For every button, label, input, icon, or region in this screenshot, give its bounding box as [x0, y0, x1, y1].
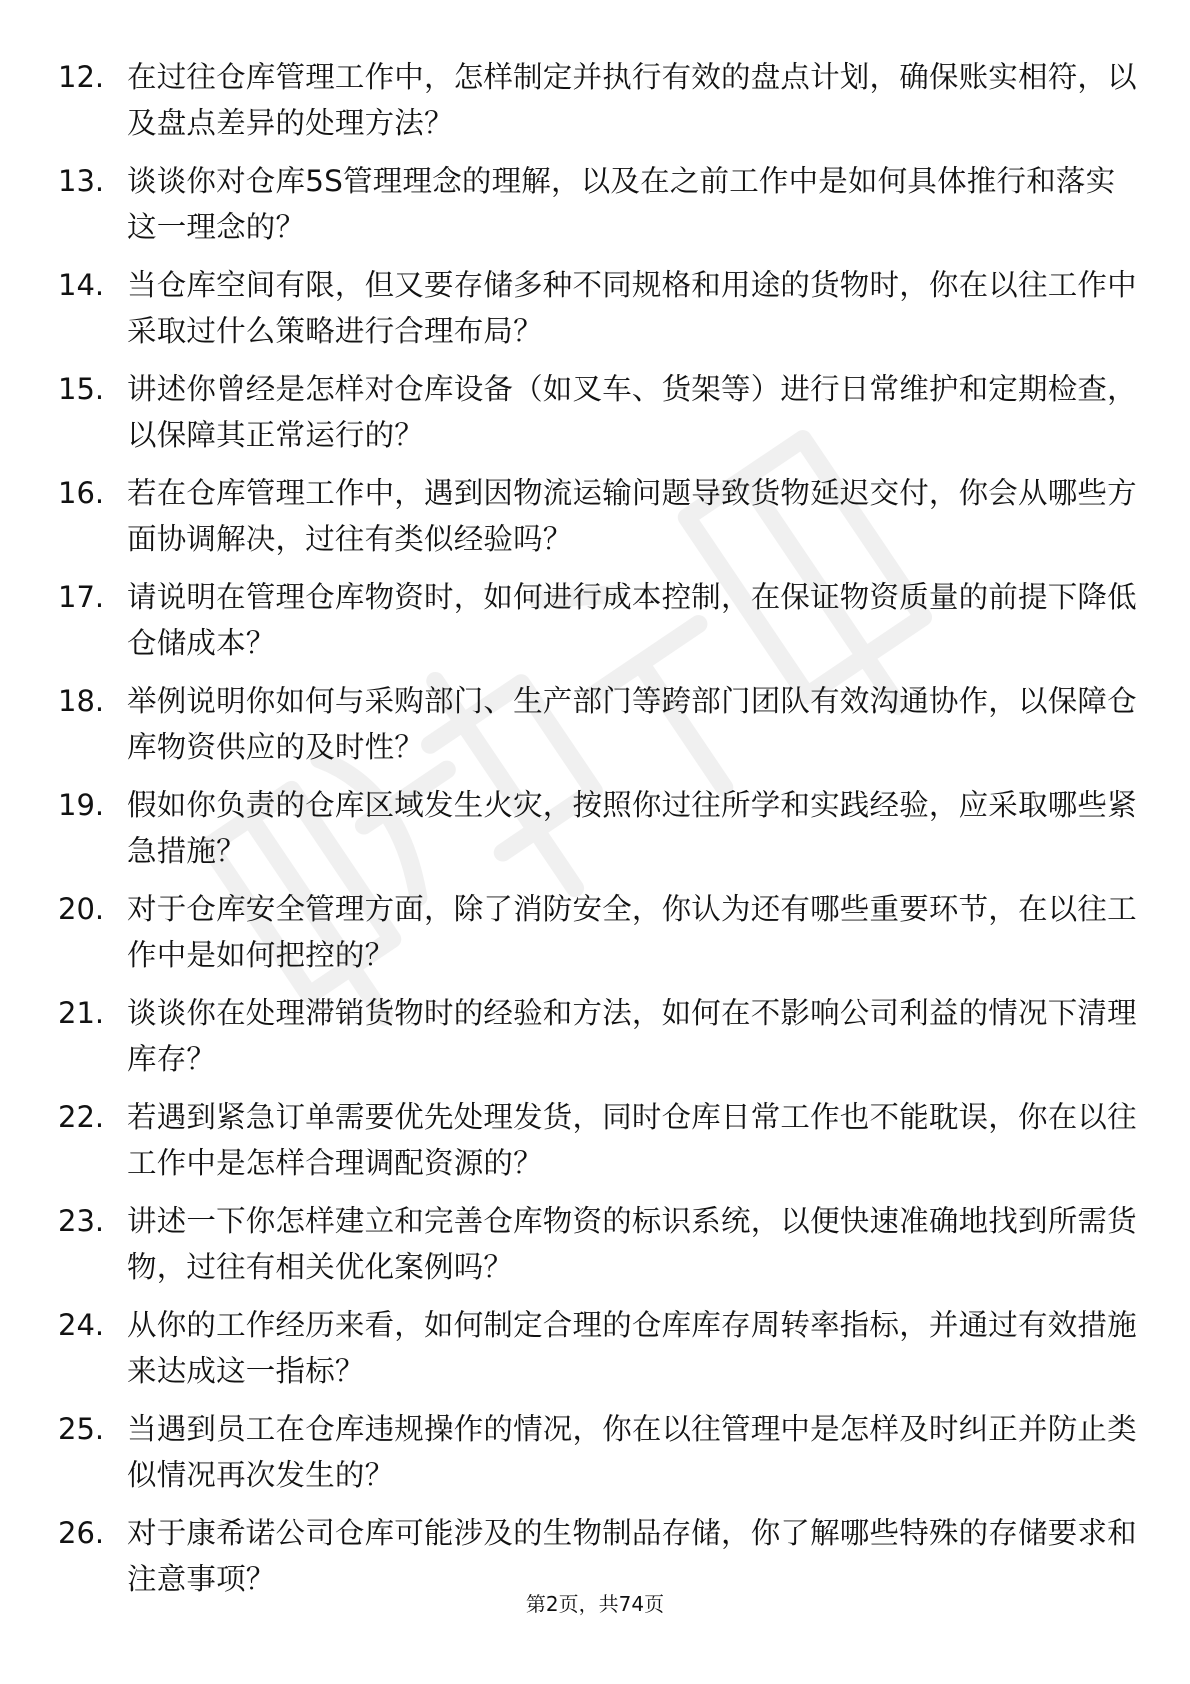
question-item-25 [54, 1406, 1139, 1506]
question-item-17 [54, 574, 1139, 674]
question-number: 18. [58, 684, 105, 718]
question-text: 假如你负责的仓库区域发生火灾，按照你过往所学和实践经验，应采取哪些紧急措施？ [127, 788, 1137, 868]
question-number: 19. [58, 788, 105, 822]
question-item-21 [54, 990, 1139, 1090]
question-item-19 [54, 782, 1139, 882]
question-number: 22. [58, 1100, 105, 1134]
question-text: 举例说明你如何与采购部门、生产部门等跨部门团队有效沟通协作，以保障仓库物资供应的及时性？ [127, 684, 1137, 764]
question-item-13 [54, 158, 1139, 258]
question-text: 从你的工作经历来看，如何制定合理的仓库库存周转率指标，并通过有效措施来达成这一指标？ [127, 1308, 1137, 1388]
page-footer [0, 1590, 1190, 1618]
question-number: 20. [58, 892, 105, 926]
question-item-20 [54, 886, 1139, 986]
question-text: 在过往仓库管理工作中，怎样制定并执行有效的盘点计划，确保账实相符，以及盘点差异的处理方法？ [127, 60, 1137, 140]
question-number: 26. [58, 1516, 105, 1550]
question-item-24 [54, 1302, 1139, 1402]
question-number: 25. [58, 1412, 105, 1446]
question-number: 23. [58, 1204, 105, 1238]
question-text: 对于康希诺公司仓库可能涉及的生物制品存储，你了解哪些特殊的存储要求和注意事项？ [127, 1516, 1137, 1596]
question-item-23 [54, 1198, 1139, 1298]
question-text: 谈谈你在处理滞销货物时的经验和方法，如何在不影响公司利益的情况下清理库存？ [127, 996, 1137, 1076]
question-item-22 [54, 1094, 1139, 1194]
page-number-label: 第2页，共74页 [525, 1592, 665, 1616]
question-item-18 [54, 678, 1139, 778]
question-number: 12. [58, 60, 105, 94]
question-text: 当遇到员工在仓库违规操作的情况，你在以往管理中是怎样及时纠正并防止类似情况再次发生的？ [127, 1412, 1137, 1492]
question-text: 当仓库空间有限，但又要存储多种不同规格和用途的货物时，你在以往工作中采取过什么策略进行合理布局？ [127, 268, 1137, 348]
question-item-12 [54, 54, 1139, 154]
question-item-16 [54, 470, 1139, 570]
question-text: 谈谈你对仓库5S管理理念的理解，以及在之前工作中是如何具体推行和落实这一理念的？ [127, 164, 1116, 244]
question-number: 14. [58, 268, 105, 302]
question-text: 若遇到紧急订单需要优先处理发货，同时仓库日常工作也不能耽误，你在以往工作中是怎样合理调配资源的？ [127, 1100, 1137, 1180]
question-number: 21. [58, 996, 105, 1030]
question-number: 13. [58, 164, 105, 198]
question-text: 讲述你曾经是怎样对仓库设备（如叉车、货架等）进行日常维护和定期检查，以保障其正常运行的？ [127, 372, 1137, 452]
question-list [54, 54, 1139, 1614]
question-number: 15. [58, 372, 105, 406]
question-item-15 [54, 366, 1139, 466]
question-number: 17. [58, 580, 105, 614]
question-number: 24. [58, 1308, 105, 1342]
question-item-14 [54, 262, 1139, 362]
question-text: 请说明在管理仓库物资时，如何进行成本控制，在保证物资质量的前提下降低仓储成本？ [127, 580, 1137, 660]
question-number: 16. [58, 476, 105, 510]
question-text: 讲述一下你怎样建立和完善仓库物资的标识系统，以便快速准确地找到所需货物，过往有相关优化案例吗？ [127, 1204, 1137, 1284]
question-text: 对于仓库安全管理方面，除了消防安全，你认为还有哪些重要环节，在以往工作中是如何把控的？ [127, 892, 1137, 972]
question-text: 若在仓库管理工作中，遇到因物流运输问题导致货物延迟交付，你会从哪些方面协调解决，过往有类似经验吗？ [127, 476, 1137, 556]
